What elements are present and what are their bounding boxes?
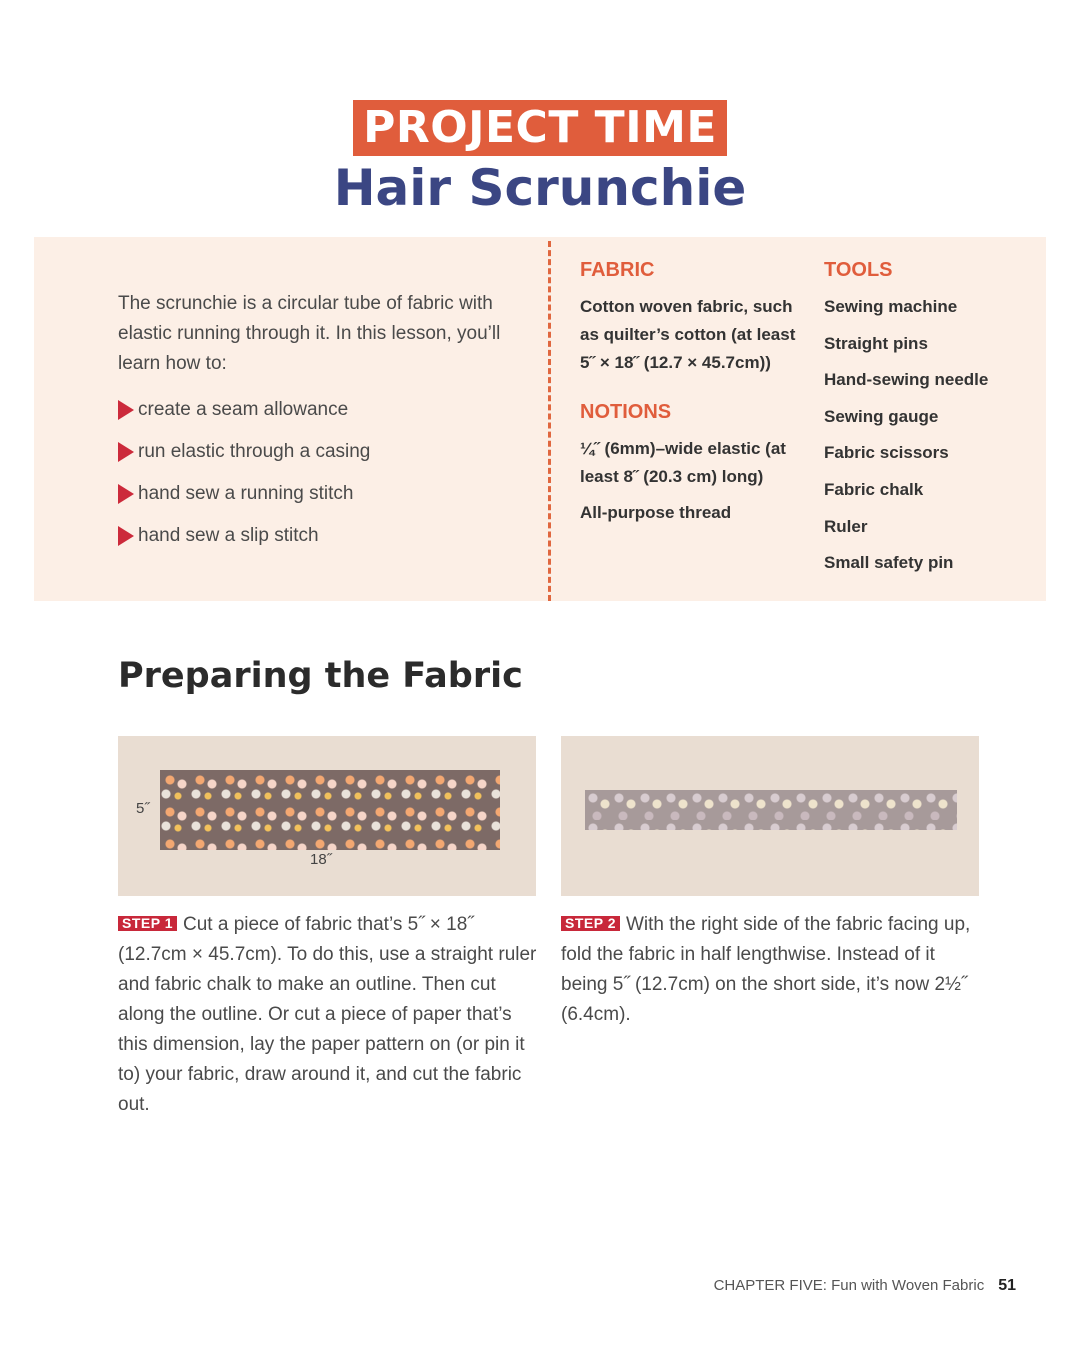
- list-item: [118, 389, 518, 431]
- list-item: [118, 515, 518, 557]
- folded-fabric-image: [585, 790, 957, 830]
- tools-item: Fabric scissors: [824, 443, 949, 463]
- step-badge: STEP 2: [561, 916, 620, 931]
- fabric-notions-column: [580, 257, 810, 535]
- notions-item: ¼˝ (6mm)–wide elastic (at least 8˝ (20.3 cm) long): [580, 439, 786, 486]
- chapter-label: CHAPTER FIVE: Fun with Woven Fabric: [713, 1277, 985, 1294]
- step2-photo: [561, 736, 979, 896]
- step2-text-block: [561, 910, 979, 1030]
- triangle-bullet-icon: [118, 484, 134, 504]
- page-footer: [714, 1277, 1016, 1295]
- fabric-item: Cotton woven fabric, such as quilter’s cotton (at least 5˝ × 18˝ (12.7 × 45.7cm)): [580, 297, 796, 372]
- section-title: Preparing the Fabric: [118, 656, 523, 696]
- tools-item: Ruler: [824, 516, 868, 536]
- step-text: Cut a piece of fabric that’s 5˝ × 18˝ (12.7cm × 45.7cm). To do this, use a straight ruler and fabric chalk to make an outline. Then cut along the outline. Or cut a piece of paper that’s this dimension, lay the paper pattern on (or pin it to) your fabric, draw around it, and cut the fabric out.: [118, 914, 537, 1115]
- tools-item: Straight pins: [824, 333, 928, 353]
- step1-photo: [118, 736, 536, 896]
- fabric-rectangle-image: [160, 770, 500, 850]
- intro-section: [118, 289, 518, 557]
- list-item-label: hand sew a slip stitch: [138, 525, 319, 546]
- tools-item: Small safety pin: [824, 553, 954, 573]
- list-item-label: run elastic through a casing: [138, 441, 371, 462]
- tools-column: [824, 257, 1034, 586]
- tools-item: Fabric chalk: [824, 479, 924, 499]
- fabric-heading: FABRIC: [580, 259, 655, 281]
- dashed-divider: [548, 241, 551, 601]
- step1-text-block: [118, 910, 544, 1120]
- step-text: With the right side of the fabric facing up, fold the fabric in half lengthwise. Instead of it being 5˝ (12.7cm) on the short side, it’s now 2½˝ (6.4cm).: [561, 914, 971, 1025]
- length-label: 18˝: [310, 851, 332, 868]
- triangle-bullet-icon: [118, 400, 134, 420]
- triangle-bullet-icon: [118, 442, 134, 462]
- intro-text: The scrunchie is a circular tube of fabric with elastic running through it. In this lesson, you’ll learn how to:: [118, 293, 501, 374]
- project-time-label: PROJECT TIME: [353, 100, 727, 156]
- list-item-label: create a seam allowance: [138, 399, 349, 420]
- triangle-bullet-icon: [118, 526, 134, 546]
- tools-item: Sewing gauge: [824, 406, 939, 426]
- tools-item: Hand-sewing needle: [824, 370, 989, 390]
- notions-heading: NOTIONS: [580, 401, 672, 423]
- page-title: Hair Scrunchie: [333, 159, 747, 217]
- width-label: 5˝: [136, 800, 150, 817]
- tools-item: Sewing machine: [824, 297, 958, 316]
- step-badge: STEP 1: [118, 916, 177, 931]
- list-item: [118, 473, 518, 515]
- lesson-list: [118, 389, 518, 557]
- list-item-label: hand sew a running stitch: [138, 483, 354, 504]
- tools-heading: TOOLS: [824, 259, 893, 281]
- page-number: 51: [998, 1277, 1016, 1294]
- notions-item: All-purpose thread: [580, 503, 732, 522]
- list-item: [118, 431, 518, 473]
- page-header: [0, 100, 1080, 218]
- materials-box: [34, 237, 1046, 601]
